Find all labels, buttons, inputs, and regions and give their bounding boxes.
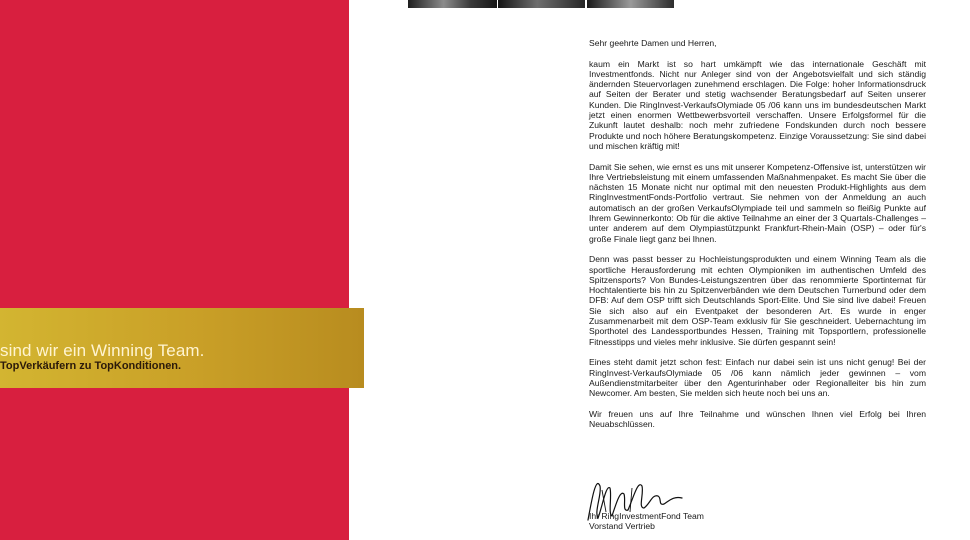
signoff-role: Vorstand Vertrieb	[589, 521, 655, 532]
signoff-block	[589, 511, 704, 532]
letter-paragraph: Eines steht damit jetzt schon fest: Einfach nur dabei sein ist uns nicht genug! Bei der RingInvest-VerkaufsOlymiade 05 /06 kann nämlich jeder gewinnen – vom Außendienstmitarbeiter über den Agenturinhaber oder Regionalleiter bis hin zum Newcomer. Am besten, Sie melden sich heute noch bei uns an.	[589, 357, 926, 399]
slogan-headline: sind wir ein Winning Team.	[0, 341, 205, 360]
letter-paragraph: Damit Sie sehen, wie ernst es uns mit unserer Kompetenz-Offensive ist, unterstützen wir Ihre Vertriebsleistung mit einem umfassenden Maßnahmenpaket. Es macht Sie über die nächsten 15 Monate nicht nur optimal mit den neuesten Produkt-Highlights aus dem RingInvestmentFonds-Portfolio vertraut. Sie nehmen von der Anmeldung an auch automatisch an der großen VerkaufsOlympiade teil und sammeln so fleißig Punkte auf Ihrem Gewinnerkonto: Ob für die aktive Teilnahme an einer der 3 Quartals-Challenges – unter anderem auf dem Olympiastützpunkt Frankfurt-Rhein-Main (OSP) – oder für's große Finale liegt ganz bei Ihnen.	[589, 161, 926, 244]
athlete-photo-3	[587, 0, 674, 8]
signoff-team: Ihr RingInvestmentFond Team	[589, 511, 704, 521]
letter-body	[589, 38, 926, 440]
athlete-photo-2	[498, 0, 585, 8]
letter-paragraph: Denn was passt besser zu Hochleistungsprodukten und einem Winning Team als die sportliche Herausforderung mit echten Olympioniken im authentischen Umfeld des Spitzensports? Von Bundes-Leistungszentren über das renommierte Sportinternat für Hochtalentierte bis hin zu Spitzenverbänden wie dem Deutschen Turnerbund oder dem DFB: Auf dem OSP trifft sich Deutschlands Sport-Elite. Und Sie sind live dabei! Freuen Sie sich also auf ein Eventpaket der besonderen Art. Es wurde in enger Zusammenarbeit mit dem OSP-Team exklusiv für Sie geschneidert. Uebernachtung im Sporthotel des Landessportbundes Hessen, Training mit Topsportlern, professionelle Fitnesstipps und vieles mehr inklusive. Sie dürfen gespannt sein!	[589, 254, 926, 347]
red-side-panel	[0, 0, 349, 540]
slogan-subline: TopVerkäufern zu TopKonditionen.	[0, 360, 182, 372]
athlete-photo-1	[408, 0, 497, 8]
letter-paragraph: kaum ein Markt ist so hart umkämpft wie das internationale Geschäft mit Investmentfonds. Nicht nur Anleger sind von der Angebotsvielfalt und sich ständig ändernden Steuervorlagen zunehmend erschlagen. Die Folge: hoher Informationsdruck auf Seiten der Berater und stetig wachsender Beratungsbedarf auf Seiten unserer Kunden. Die RingInvest-VerkaufsOlymiade 05 /06 kann uns im bundesdeutschen Markt jetzt einen enormen Wettbewerbsvorteil verschaffen. Unsere Erfolgsformel für die Zukunft lautet deshalb: noch mehr zufriedene Fondskunden durch noch bessere Produkte und noch höhere Beratungskompetenz. Einzige Voraussetzung: Sie sind dabei und mischen kräftig mit!	[589, 58, 926, 151]
letter-paragraph: Wir freuen uns auf Ihre Teilnahme und wünschen Ihnen viel Erfolg bei Ihren Neuabschlüssen.	[589, 408, 926, 429]
letter-salutation: Sehr geehrte Damen und Herren,	[589, 38, 717, 48]
